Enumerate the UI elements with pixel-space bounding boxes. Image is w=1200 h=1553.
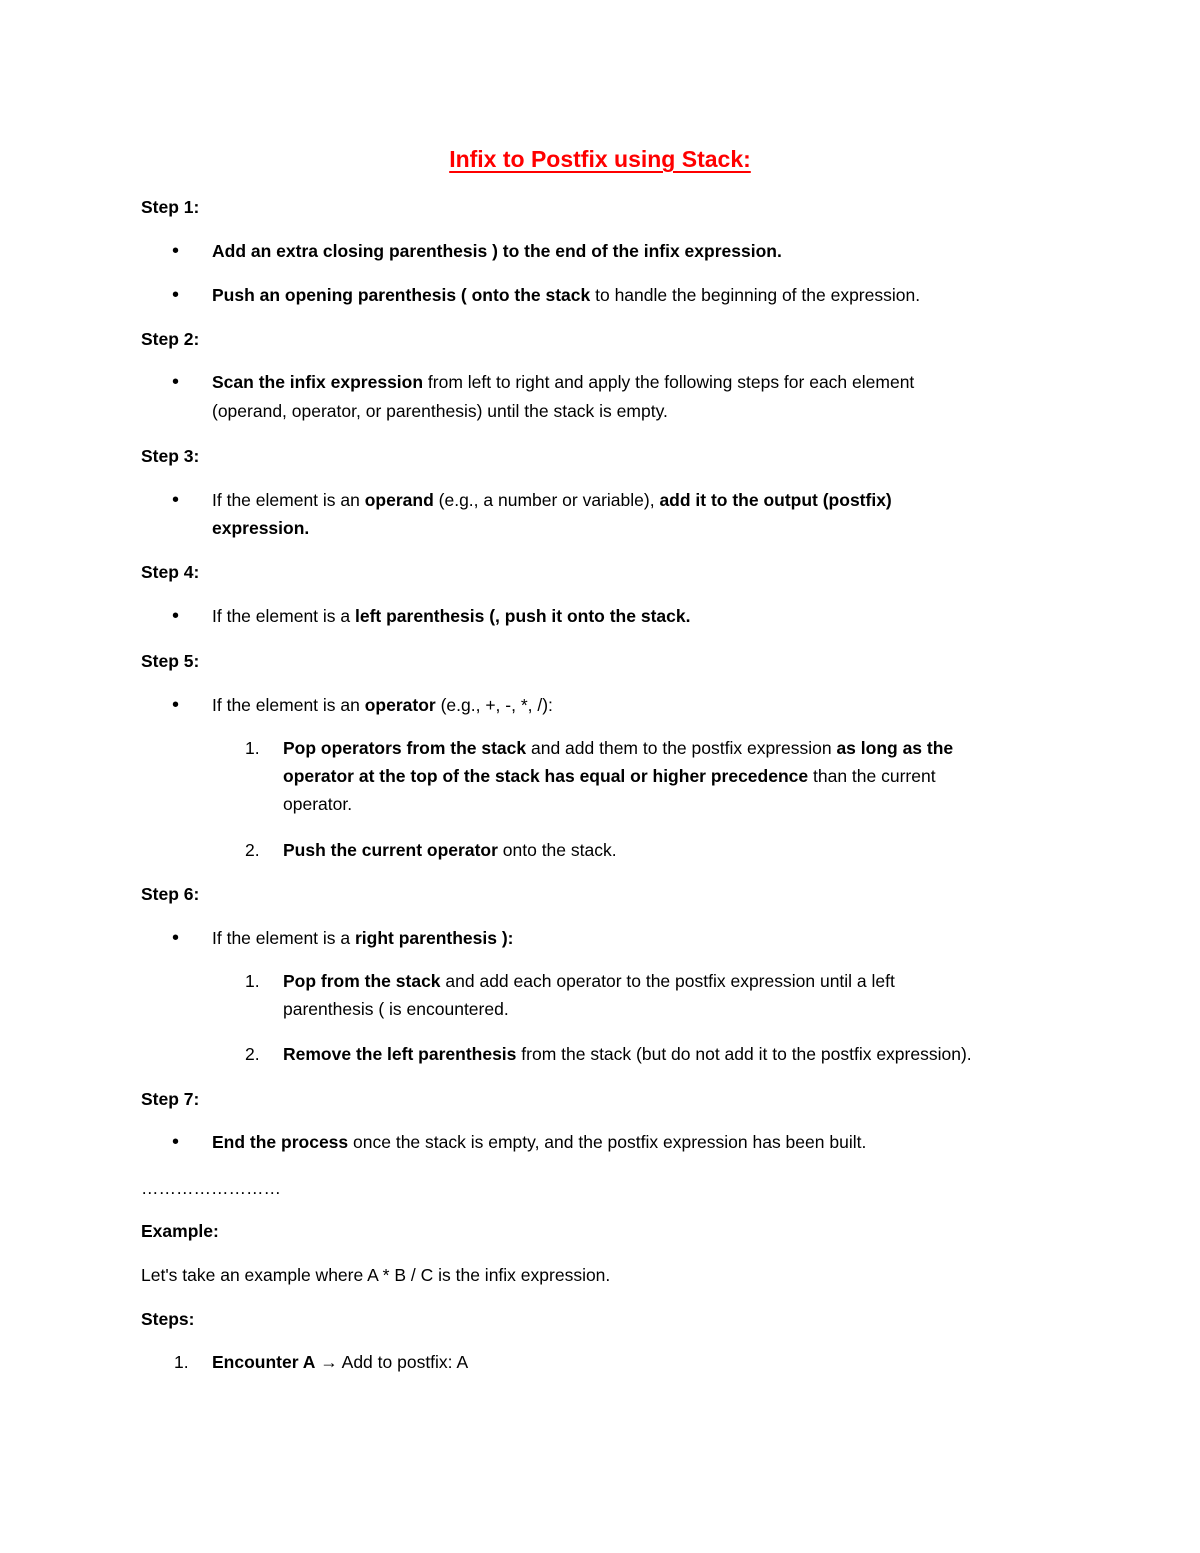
step6-item1 bbox=[283, 967, 895, 995]
step3-bold-a: operand bbox=[364, 490, 434, 510]
step6-item2 bbox=[283, 1040, 972, 1068]
bullet-icon: • bbox=[172, 240, 180, 262]
step2-bullet1-line2: (operand, operator, or parenthesis) until the stack is empty. bbox=[212, 401, 668, 421]
step5-heading: Step 5: bbox=[141, 651, 200, 671]
step3-text-b: (e.g., a number or variable), bbox=[433, 490, 660, 510]
bullet-icon: • bbox=[172, 1131, 180, 1153]
step5-bold: operator bbox=[364, 695, 436, 715]
example-heading: Example: bbox=[141, 1221, 219, 1241]
step7-bullet1 bbox=[212, 1128, 866, 1156]
step1-bullet2-bold: Push an opening parenthesis ( onto the stack bbox=[212, 285, 591, 305]
bullet-icon: • bbox=[172, 927, 180, 949]
step4-bold: left parenthesis (, push it onto the stack. bbox=[355, 606, 691, 626]
step1-bullet2-text: to handle the beginning of the expression. bbox=[590, 285, 921, 305]
step6-num1: 1. bbox=[245, 971, 260, 991]
step6-text: If the element is a bbox=[212, 928, 355, 948]
step5-item2-text: onto the stack. bbox=[497, 840, 617, 860]
step5-text-a: If the element is an bbox=[212, 695, 365, 715]
step5-bullet1 bbox=[212, 691, 553, 719]
step3-text-a: If the element is an bbox=[212, 490, 365, 510]
step7-heading: Step 7: bbox=[141, 1089, 200, 1109]
step5-item1-line2-text: than the current bbox=[808, 766, 936, 786]
step5-item1-text: and add them to the postfix expression bbox=[526, 738, 837, 758]
step7-text: once the stack is empty, and the postfix expression has been built. bbox=[348, 1132, 867, 1152]
steps-heading: Steps: bbox=[141, 1309, 195, 1329]
step3-bullet1-line2: expression. bbox=[212, 518, 310, 538]
step2-bullet1-bold: Scan the infix expression bbox=[212, 372, 424, 392]
step5-item1-bold-a: Pop operators from the stack bbox=[283, 738, 527, 758]
step6-item1-text: and add each operator to the postfix expression until a left bbox=[440, 971, 895, 991]
step1-bullet1-text: Add an extra closing parenthesis ) to the end of the infix expression. bbox=[212, 241, 782, 261]
bullet-icon: • bbox=[172, 284, 180, 306]
step3-bullet1 bbox=[212, 486, 892, 514]
step4-heading: Step 4: bbox=[141, 562, 200, 582]
step2-bullet1-text: from left to right and apply the following steps for each element bbox=[423, 372, 915, 392]
step1-bullet2 bbox=[212, 281, 920, 309]
step6-item1-line2: parenthesis ( is encountered. bbox=[283, 999, 509, 1019]
step5-item1-line2 bbox=[283, 762, 936, 790]
step5-num2: 2. bbox=[245, 840, 260, 860]
step6-item2-text: from the stack (but do not add it to the postfix expression). bbox=[516, 1044, 972, 1064]
step2-heading: Step 2: bbox=[141, 329, 200, 349]
step6-item1-bold: Pop from the stack bbox=[283, 971, 441, 991]
example-step1 bbox=[212, 1348, 468, 1376]
step3-heading: Step 3: bbox=[141, 446, 200, 466]
bullet-icon: • bbox=[172, 371, 180, 393]
step2-bullet1 bbox=[212, 368, 914, 396]
step5-item1-line2-bold: operator at the top of the stack has equal or higher precedence bbox=[283, 766, 809, 786]
step5-num1: 1. bbox=[245, 738, 260, 758]
step5-item1 bbox=[283, 734, 953, 762]
document-title: Infix to Postfix using Stack: bbox=[449, 146, 751, 172]
step1-heading: Step 1: bbox=[141, 197, 200, 217]
example-step1-text: → Add to postfix: A bbox=[315, 1352, 469, 1372]
bullet-icon: • bbox=[172, 489, 180, 511]
example-step1-bold: Encounter A bbox=[212, 1352, 316, 1372]
bullet-icon: • bbox=[172, 694, 180, 716]
step6-bold: right parenthesis ): bbox=[355, 928, 514, 948]
step3-bold-b: add it to the output (postfix) bbox=[659, 490, 892, 510]
step1-bullet1 bbox=[212, 237, 782, 265]
example-num1: 1. bbox=[174, 1352, 189, 1372]
step6-num2: 2. bbox=[245, 1044, 260, 1064]
step7-bold: End the process bbox=[212, 1132, 349, 1152]
step6-heading: Step 6: bbox=[141, 884, 200, 904]
separator-dots: …………………… bbox=[141, 1178, 281, 1198]
step4-text: If the element is a bbox=[212, 606, 355, 626]
step5-item1-line3: operator. bbox=[283, 794, 353, 814]
example-intro: Let's take an example where A * B / C is the infix expression. bbox=[141, 1265, 611, 1285]
step5-item2 bbox=[283, 836, 617, 864]
step6-item2-bold: Remove the left parenthesis bbox=[283, 1044, 517, 1064]
step5-item2-bold: Push the current operator bbox=[283, 840, 498, 860]
step5-item1-bold-b: as long as the bbox=[836, 738, 954, 758]
step5-text-b: (e.g., +, -, *, /): bbox=[435, 695, 553, 715]
step4-bullet1 bbox=[212, 602, 690, 630]
bullet-icon: • bbox=[172, 605, 180, 627]
step6-bullet1 bbox=[212, 924, 514, 952]
